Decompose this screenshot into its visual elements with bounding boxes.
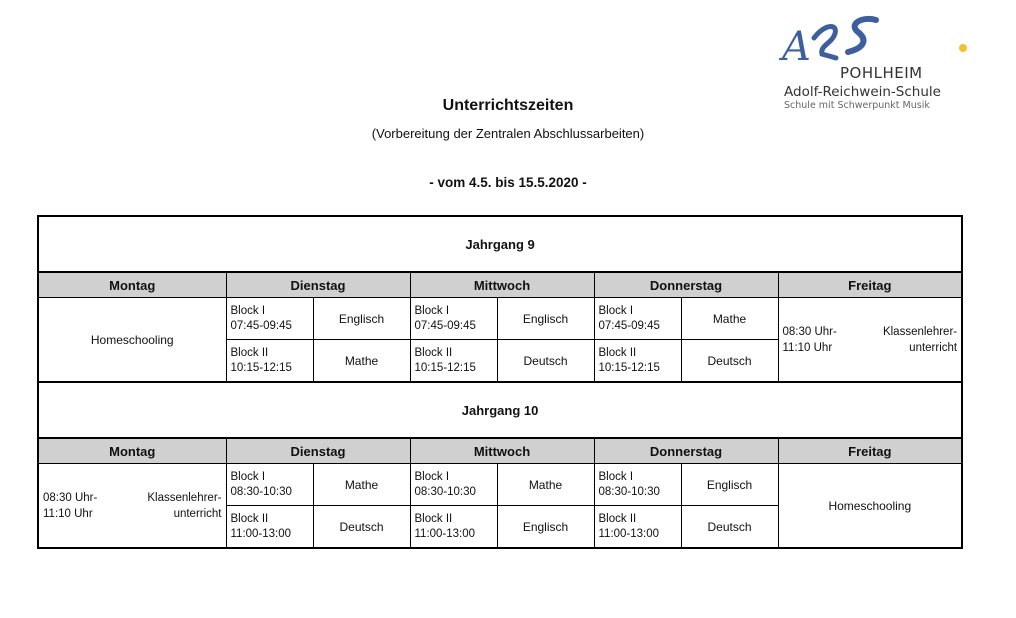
g9-dienstag-subject2: Mathe [313, 340, 410, 383]
g10-mittwoch-subject1: Mathe [497, 464, 594, 506]
g10-mittwoch-block1: Block I 08:30-10:30 [410, 464, 497, 506]
g10-dienstag-subject1: Mathe [313, 464, 410, 506]
g10-montag-cell: 08:30 Uhr- Klassenlehrer- 11:10 Uhr unterricht [38, 464, 226, 549]
logo-town: POHLHEIM [840, 64, 923, 82]
page-subtitle: (Vorbereitung der Zentralen Abschlussarbeiten) [371, 126, 645, 141]
g10-donnerstag-subject2: Deutsch [681, 506, 778, 549]
g9-mittwoch-subject2: Deutsch [497, 340, 594, 383]
day-header-donnerstag: Donnerstag [594, 438, 778, 464]
g9-mittwoch-block1: Block I 07:45-09:45 [410, 298, 497, 340]
day-header-montag: Montag [38, 272, 226, 298]
logo-school-name: Adolf-Reichwein-Schule [784, 84, 941, 100]
g9-donnerstag-block2: Block II 10:15-12:15 [594, 340, 681, 383]
g9-dienstag-block2: Block II 10:15-12:15 [226, 340, 313, 383]
logo-mark-text: A [782, 24, 811, 70]
day-header-freitag: Freitag [778, 272, 962, 298]
g9-dienstag-block1: Block I 07:45-09:45 [226, 298, 313, 340]
g9-montag-cell: Homeschooling [38, 298, 226, 383]
g10-mittwoch-subject2: Englisch [497, 506, 594, 549]
day-header-mittwoch: Mittwoch [410, 272, 594, 298]
page-title: Unterrichtszeiten [442, 97, 574, 114]
g9-mittwoch-block2: Block II 10:15-12:15 [410, 340, 497, 383]
g9-dienstag-subject1: Englisch [313, 298, 410, 340]
logo-tagline: Schule mit Schwerpunkt Musik [784, 100, 930, 111]
g9-freitag-cell: 08:30 Uhr- Klassenlehrer- 11:10 Uhr unterricht [778, 298, 962, 383]
logo-dot [959, 44, 967, 52]
g10-donnerstag-subject1: Englisch [681, 464, 778, 506]
g9-mittwoch-subject1: Englisch [497, 298, 594, 340]
g10-donnerstag-block2: Block II 11:00-13:00 [594, 506, 681, 549]
day-header-donnerstag: Donnerstag [594, 272, 778, 298]
g10-dienstag-subject2: Deutsch [313, 506, 410, 549]
g10-mittwoch-block2: Block II 11:00-13:00 [410, 506, 497, 549]
day-header-freitag: Freitag [778, 438, 962, 464]
day-header-dienstag: Dienstag [226, 272, 410, 298]
g9-donnerstag-subject2: Deutsch [681, 340, 778, 383]
grade-9-header: Jahrgang 9 [38, 216, 962, 272]
g10-dienstag-block1: Block I 08:30-10:30 [226, 464, 313, 506]
g10-freitag-cell: Homeschooling [778, 464, 962, 549]
g9-donnerstag-subject1: Mathe [681, 298, 778, 340]
g10-donnerstag-block1: Block I 08:30-10:30 [594, 464, 681, 506]
g10-dienstag-block2: Block II 11:00-13:00 [226, 506, 313, 549]
date-range: - vom 4.5. bis 15.5.2020 - [429, 175, 587, 190]
grade-10-header: Jahrgang 10 [38, 382, 962, 438]
schedule-table [37, 215, 963, 549]
day-header-montag: Montag [38, 438, 226, 464]
day-header-mittwoch: Mittwoch [410, 438, 594, 464]
g9-donnerstag-block1: Block I 07:45-09:45 [594, 298, 681, 340]
day-header-dienstag: Dienstag [226, 438, 410, 464]
